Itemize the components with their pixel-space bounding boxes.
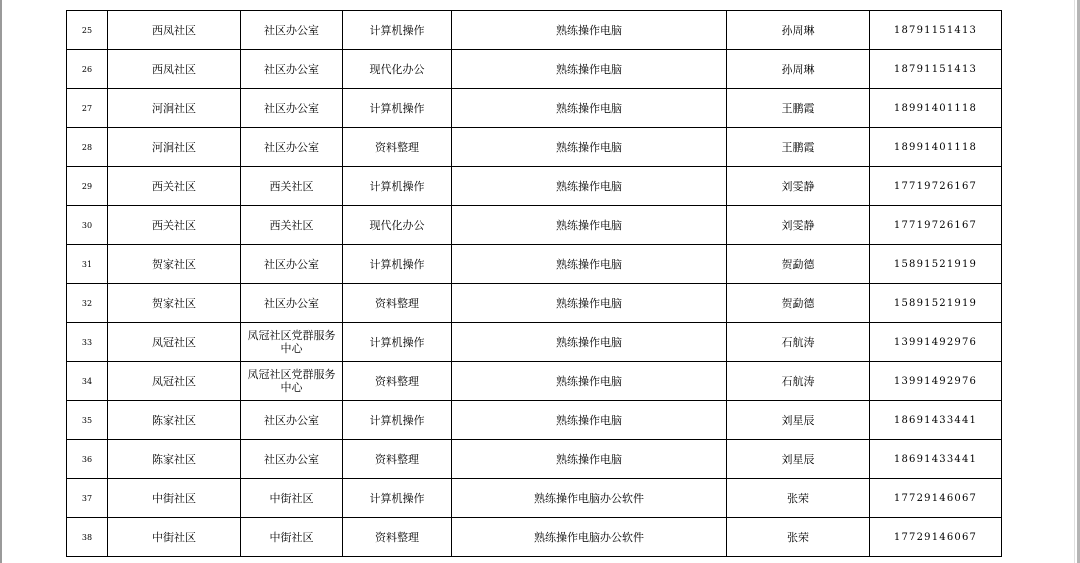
table-row (67, 128, 1002, 167)
phone-cell: 18691433441 (870, 401, 1002, 440)
location-cell: 社区办公室 (241, 50, 343, 89)
row-number-cell: 38 (67, 518, 108, 557)
community-cell: 西凤社区 (108, 50, 241, 89)
phone-cell: 18791151413 (870, 11, 1002, 50)
row-number-cell: 30 (67, 206, 108, 245)
requirement-cell: 熟练操作电脑 (452, 401, 727, 440)
phone-cell: 15891521919 (870, 245, 1002, 284)
requirement-cell: 熟练操作电脑 (452, 11, 727, 50)
community-cell: 中街社区 (108, 479, 241, 518)
course-cell: 现代化办公 (343, 206, 452, 245)
row-number-cell: 32 (67, 284, 108, 323)
community-cell: 贺家社区 (108, 245, 241, 284)
phone-cell: 13991492976 (870, 362, 1002, 401)
community-cell: 陈家社区 (108, 440, 241, 479)
contact-person-cell: 石航涛 (727, 323, 870, 362)
phone-cell: 13991492976 (870, 323, 1002, 362)
table-row (67, 518, 1002, 557)
course-cell: 资料整理 (343, 284, 452, 323)
location-cell: 社区办公室 (241, 440, 343, 479)
row-number-cell: 28 (67, 128, 108, 167)
phone-cell: 18991401118 (870, 128, 1002, 167)
row-number-cell: 33 (67, 323, 108, 362)
location-cell: 中街社区 (241, 518, 343, 557)
contact-person-cell: 刘星辰 (727, 440, 870, 479)
table-row (67, 323, 1002, 362)
course-cell: 资料整理 (343, 518, 452, 557)
location-cell: 社区办公室 (241, 89, 343, 128)
phone-cell: 18691433441 (870, 440, 1002, 479)
course-cell: 资料整理 (343, 128, 452, 167)
phone-cell: 17729146067 (870, 518, 1002, 557)
table-row (67, 50, 1002, 89)
table-row (67, 206, 1002, 245)
row-number-cell: 29 (67, 167, 108, 206)
table-row (67, 11, 1002, 50)
row-number-cell: 27 (67, 89, 108, 128)
contact-person-cell: 张荣 (727, 518, 870, 557)
location-cell: 社区办公室 (241, 245, 343, 284)
contact-person-cell: 王鹏霞 (727, 89, 870, 128)
contact-person-cell: 刘雯静 (727, 167, 870, 206)
community-cell: 西凤社区 (108, 11, 241, 50)
course-cell: 资料整理 (343, 362, 452, 401)
requirement-cell: 熟练操作电脑 (452, 284, 727, 323)
phone-cell: 15891521919 (870, 284, 1002, 323)
phone-cell: 17729146067 (870, 479, 1002, 518)
contact-person-cell: 石航涛 (727, 362, 870, 401)
requirement-cell: 熟练操作电脑 (452, 167, 727, 206)
contact-person-cell: 贺勐德 (727, 245, 870, 284)
community-cell: 河涧社区 (108, 89, 241, 128)
location-cell: 西关社区 (241, 167, 343, 206)
row-number-cell: 37 (67, 479, 108, 518)
requirement-cell: 熟练操作电脑 (452, 245, 727, 284)
requirement-cell: 熟练操作电脑 (452, 440, 727, 479)
phone-cell: 17719726167 (870, 206, 1002, 245)
location-cell: 社区办公室 (241, 128, 343, 167)
community-cell: 中街社区 (108, 518, 241, 557)
contact-person-cell: 孙周琳 (727, 50, 870, 89)
requirement-cell: 熟练操作电脑办公软件 (452, 479, 727, 518)
table-row (67, 401, 1002, 440)
community-cell: 西关社区 (108, 206, 241, 245)
course-cell: 计算机操作 (343, 89, 452, 128)
contact-person-cell: 刘雯静 (727, 206, 870, 245)
course-cell: 计算机操作 (343, 167, 452, 206)
location-cell: 凤冠社区党群服务中心 (241, 362, 343, 401)
location-cell: 凤冠社区党群服务中心 (241, 323, 343, 362)
course-cell: 计算机操作 (343, 245, 452, 284)
row-number-cell: 35 (67, 401, 108, 440)
course-cell: 计算机操作 (343, 11, 452, 50)
requirement-cell: 熟练操作电脑 (452, 128, 727, 167)
table-row (67, 245, 1002, 284)
course-cell: 资料整理 (343, 440, 452, 479)
course-cell: 现代化办公 (343, 50, 452, 89)
requirement-cell: 熟练操作电脑 (452, 206, 727, 245)
community-cell: 陈家社区 (108, 401, 241, 440)
row-number-cell: 31 (67, 245, 108, 284)
requirement-cell: 熟练操作电脑 (452, 362, 727, 401)
community-cell: 贺家社区 (108, 284, 241, 323)
table-row (67, 167, 1002, 206)
requirement-cell: 熟练操作电脑办公软件 (452, 518, 727, 557)
requirement-cell: 熟练操作电脑 (452, 323, 727, 362)
row-number-cell: 25 (67, 11, 108, 50)
table-row (67, 479, 1002, 518)
row-number-cell: 36 (67, 440, 108, 479)
page-edge-shadow (1074, 0, 1075, 563)
contact-person-cell: 孙周琳 (727, 11, 870, 50)
table-row (67, 362, 1002, 401)
table-body (67, 11, 1002, 557)
phone-cell: 17719726167 (870, 167, 1002, 206)
location-cell: 西关社区 (241, 206, 343, 245)
location-cell: 社区办公室 (241, 284, 343, 323)
row-number-cell: 34 (67, 362, 108, 401)
contact-person-cell: 贺勐德 (727, 284, 870, 323)
page-edge-left (0, 0, 2, 563)
table-row (67, 284, 1002, 323)
phone-cell: 18791151413 (870, 50, 1002, 89)
community-cell: 西关社区 (108, 167, 241, 206)
requirement-cell: 熟练操作电脑 (452, 89, 727, 128)
community-cell: 凤冠社区 (108, 362, 241, 401)
course-table (66, 10, 1002, 557)
contact-person-cell: 刘星辰 (727, 401, 870, 440)
table-row (67, 89, 1002, 128)
phone-cell: 18991401118 (870, 89, 1002, 128)
location-cell: 社区办公室 (241, 401, 343, 440)
course-cell: 计算机操作 (343, 479, 452, 518)
community-cell: 凤冠社区 (108, 323, 241, 362)
course-cell: 计算机操作 (343, 323, 452, 362)
course-cell: 计算机操作 (343, 401, 452, 440)
location-cell: 中街社区 (241, 479, 343, 518)
contact-person-cell: 王鹏霞 (727, 128, 870, 167)
table-row (67, 440, 1002, 479)
row-number-cell: 26 (67, 50, 108, 89)
requirement-cell: 熟练操作电脑 (452, 50, 727, 89)
community-cell: 河涧社区 (108, 128, 241, 167)
contact-person-cell: 张荣 (727, 479, 870, 518)
location-cell: 社区办公室 (241, 11, 343, 50)
